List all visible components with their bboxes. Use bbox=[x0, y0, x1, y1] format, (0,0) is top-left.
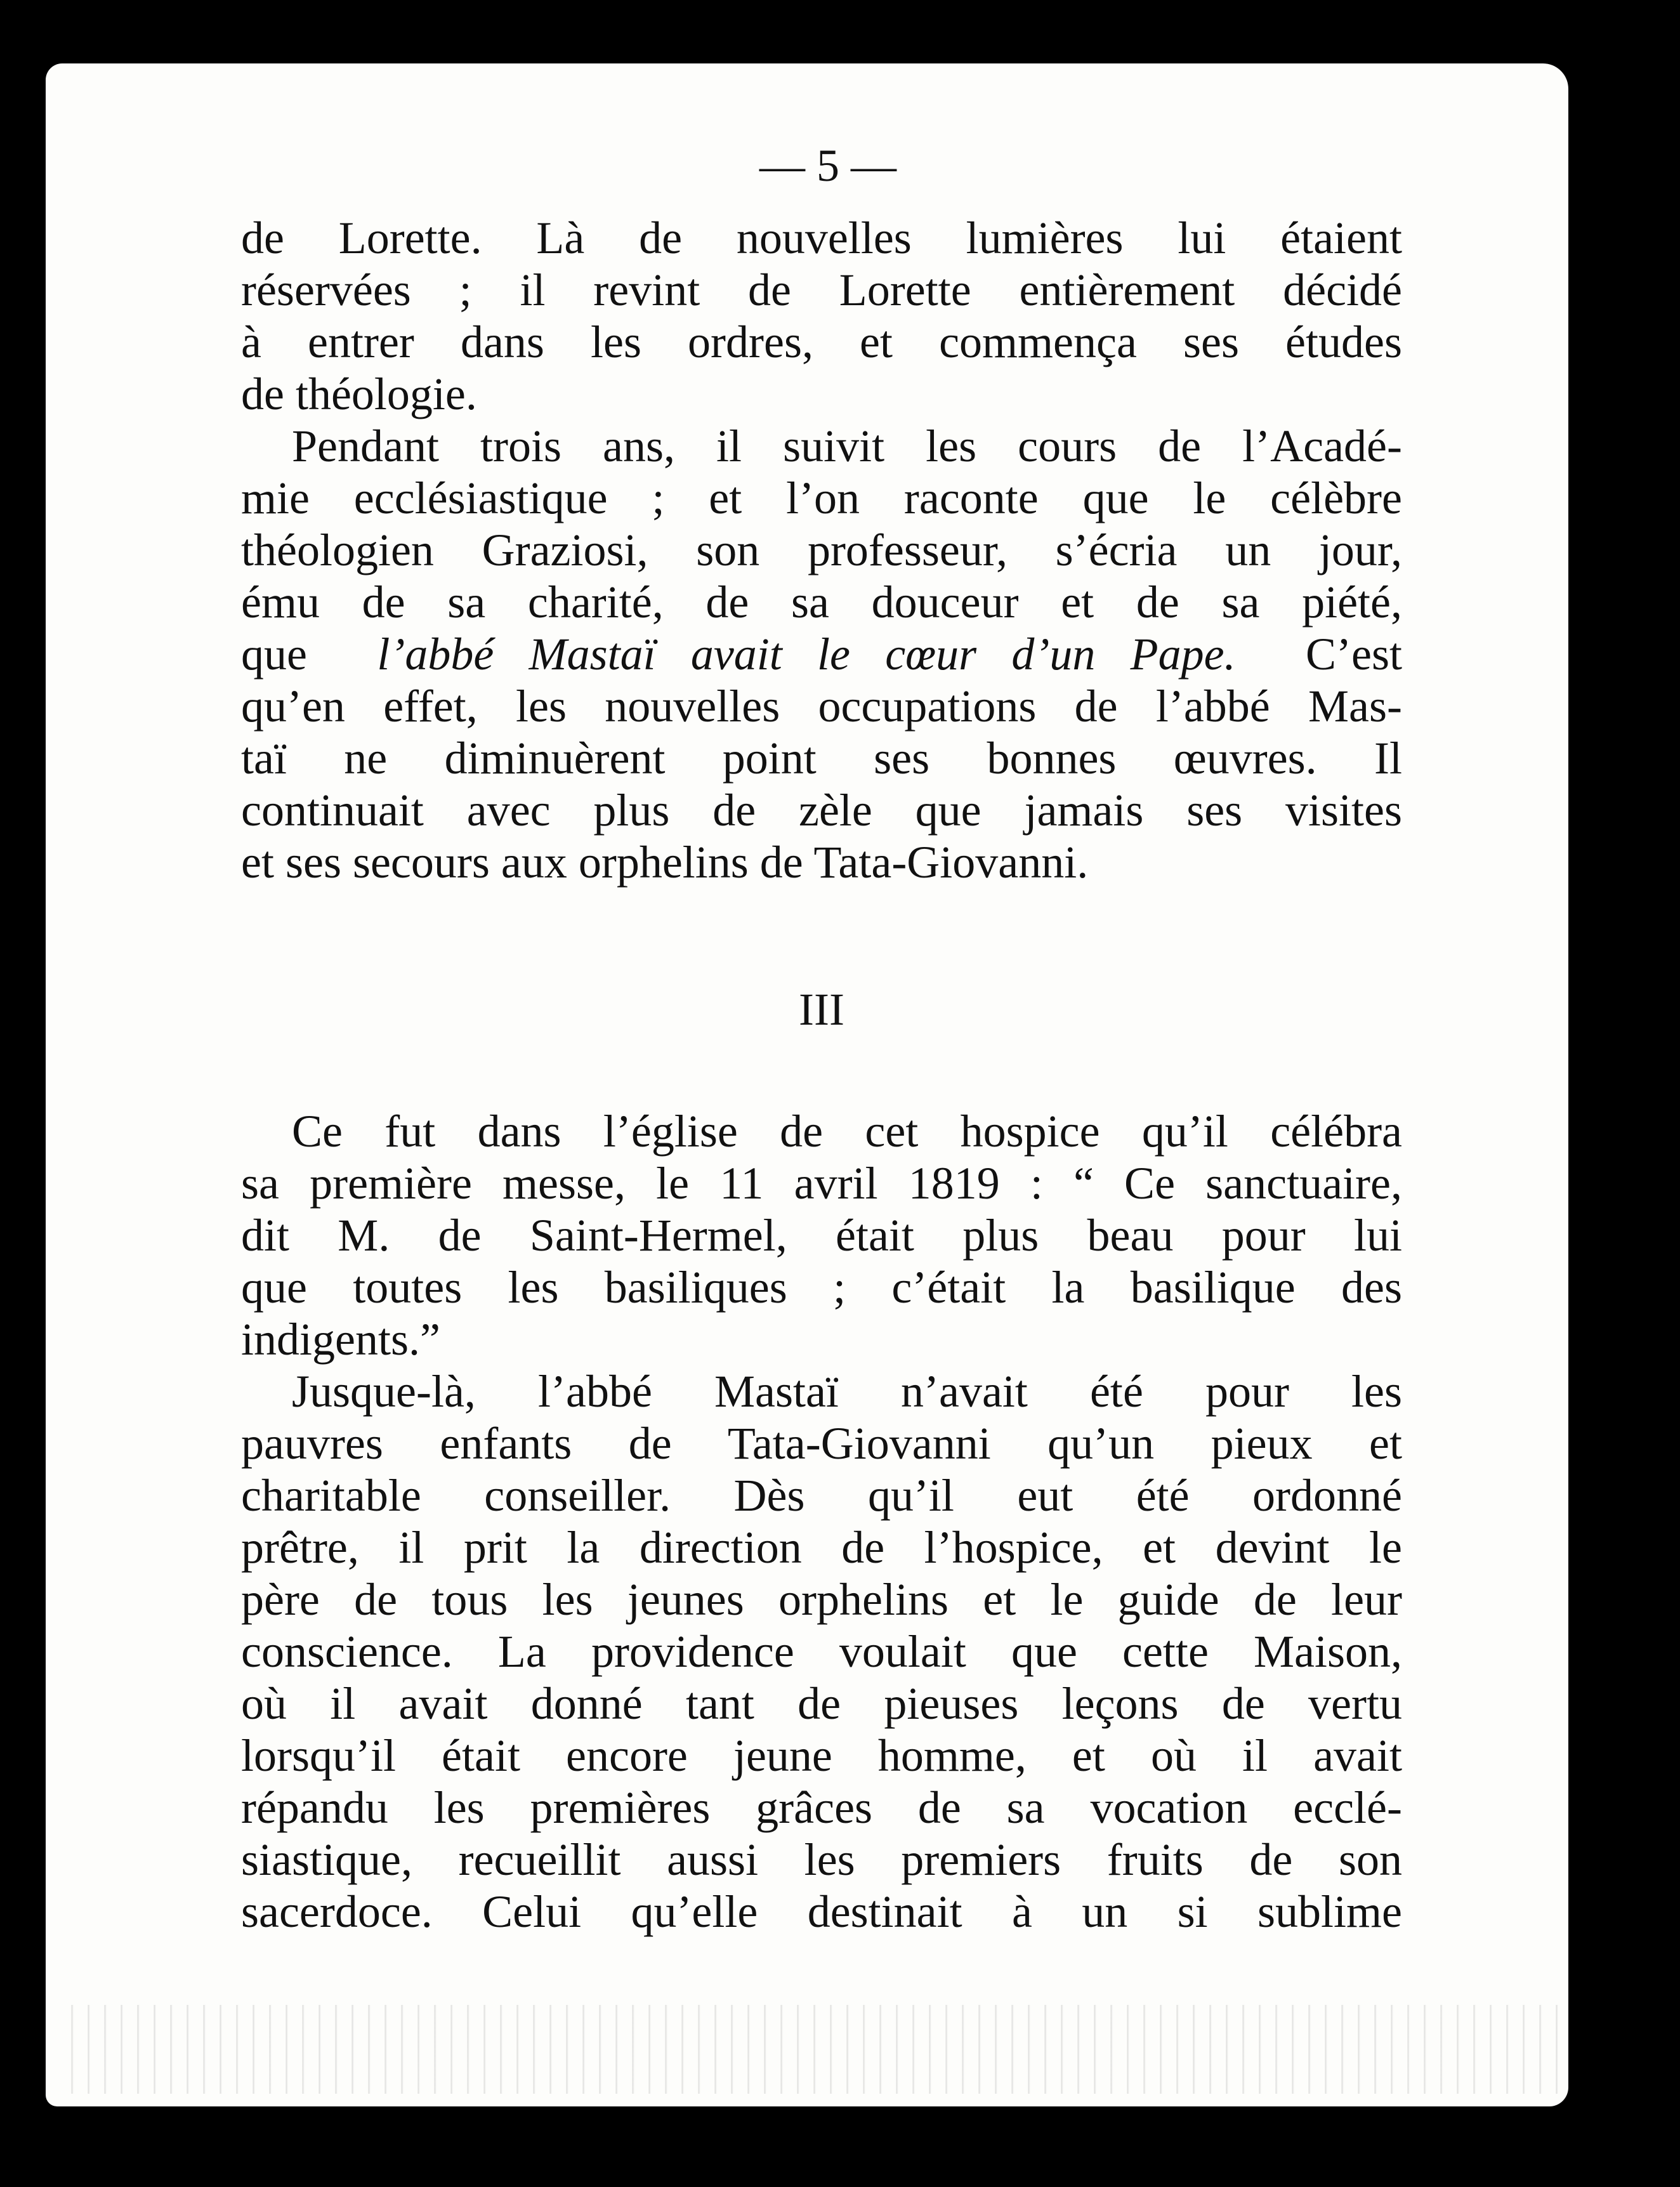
text-line: répandu les premières grâces de sa vocation ecclé- bbox=[241, 1782, 1402, 1833]
text-line: dit M. de Saint-Hermel, était plus beau pour lui bbox=[241, 1210, 1402, 1261]
text-line: théologien Graziosi, son professeur, s’écria un jour, bbox=[241, 525, 1402, 575]
text-line: prêtre, il prit la direction de l’hospice, et devint le bbox=[241, 1522, 1402, 1573]
italic-quote: l’abbé Mastaï avait le cœur d’un Pape. bbox=[377, 629, 1236, 680]
text-line: mie ecclésiastique ; et l’on raconte que le célèbre bbox=[241, 473, 1402, 523]
text-line: sa première messe, le 11 avril 1819 : “ Ce sanctuaire, bbox=[241, 1158, 1402, 1209]
paragraph-hospice bbox=[241, 1365, 1402, 1938]
text-line: conscience. La providence voulait que cette Maison, bbox=[241, 1626, 1402, 1677]
page-text bbox=[241, 140, 1402, 1938]
text-line: qu’en effet, les nouvelles occupations de l’abbé Mas- bbox=[241, 681, 1402, 732]
text-line: Pendant trois ans, il suivit les cours de l’Acadé- bbox=[292, 421, 1402, 471]
text-line: indigents.” bbox=[241, 1314, 440, 1365]
text-line: et ses secours aux orphelins de Tata-Giovanni. bbox=[241, 837, 1089, 888]
text-line-italic-quote bbox=[241, 628, 1402, 680]
text-line: où il avait donné tant de pieuses leçons de vertu bbox=[241, 1678, 1402, 1729]
text-line: de théologie. bbox=[241, 369, 477, 419]
text-line: ému de sa charité, de sa douceur et de sa piété, bbox=[241, 577, 1402, 627]
text-line: que toutes les basiliques ; c’était la basilique des bbox=[241, 1262, 1402, 1313]
paragraph-academie bbox=[241, 420, 1402, 888]
page-number: — 5 — bbox=[759, 140, 896, 191]
paragraph-premiere-messe bbox=[241, 1105, 1402, 1365]
text-line: pauvres enfants de Tata-Giovanni qu’un pieux et bbox=[241, 1418, 1402, 1469]
text-line: sacerdoce. Celui qu’elle destinait à un si sublime bbox=[241, 1886, 1402, 1937]
text-fragment: C’est bbox=[1306, 629, 1402, 680]
text-line: siastique, recueillit aussi les premiers fruits de son bbox=[241, 1834, 1402, 1885]
text-line: lorsqu’il était encore jeune homme, et où il avait bbox=[241, 1730, 1402, 1781]
text-line: à entrer dans les ordres, et commença ses études bbox=[241, 317, 1402, 367]
text-line: Ce fut dans l’église de cet hospice qu’il célébra bbox=[292, 1106, 1402, 1157]
paragraph-lorette bbox=[241, 212, 1402, 420]
text-line: père de tous les jeunes orphelins et le guide de leur bbox=[241, 1574, 1402, 1625]
text-line: taï ne diminuèrent point ses bonnes œuvres. Il bbox=[241, 733, 1402, 784]
text-fragment: que bbox=[241, 629, 307, 680]
page-edge-wear bbox=[57, 2005, 1567, 2094]
text-line: réservées ; il revint de Lorette entièrement décidé bbox=[241, 265, 1402, 315]
section-heading: III bbox=[799, 984, 844, 1035]
text-line: de Lorette. Là de nouvelles lumières lui étaient bbox=[241, 213, 1402, 263]
text-line: charitable conseiller. Dès qu’il eut été ordonné bbox=[241, 1470, 1402, 1521]
text-line: Jusque-là, l’abbé Mastaï n’avait été pour les bbox=[292, 1366, 1402, 1417]
text-line: continuait avec plus de zèle que jamais ses visites bbox=[241, 785, 1402, 836]
